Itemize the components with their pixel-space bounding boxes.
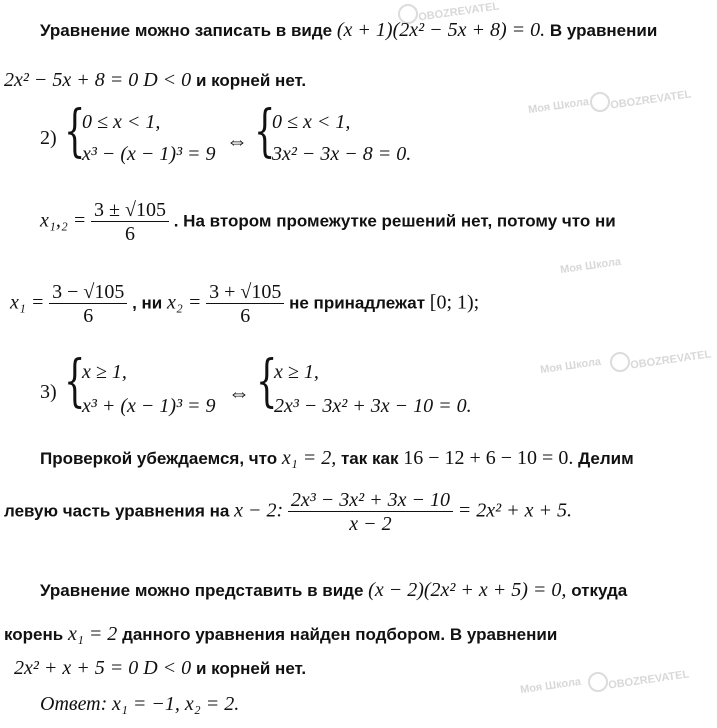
roots-line [40,200,616,244]
case3-left-row-1: x ≥ 1, [82,361,127,383]
last-text: и корней нет. [195,659,307,678]
case3-equivalence: ⇔ [228,380,250,405]
divide-divisor: x − 2: [234,499,284,522]
case2-right-row-1: 0 ≤ x < 1, [272,111,351,133]
x1-label: x₁ = [10,291,45,314]
x12-denominator: 6 [125,223,135,245]
not-belong-text: не принадлежат [289,293,426,313]
check-line [40,448,634,468]
case2-left-row-2: x³ − (x − 1)³ = 9 [82,143,216,165]
mid-text: , ни [132,293,163,313]
check-text: Проверкой убеждаемся, что [40,449,278,468]
not-belong-line [10,282,479,326]
x12-label: x₁,₂ = [40,209,87,232]
root-text-2: данного уравнения найден подбором. В уравнении [122,625,558,644]
last-equation: 2x² + x + 5 = 0 D < 0 [14,657,192,679]
x2-numerator: 3 + √105 [206,282,284,304]
case3-right-row-1: x ≥ 1, [274,361,319,383]
watermark-logo-icon [610,352,630,372]
watermark-site: OBOZREVATEL [607,668,690,692]
division-fraction [288,490,453,534]
case2-right-row-2: 3x² − 3x − 8 = 0. [272,143,412,165]
x12-text: . На втором промежутке решений нет, потому что ни [173,211,616,231]
watermark-brand: Моя Школа [519,675,582,697]
case2-label: 2) [40,127,57,149]
text-line-2 [4,70,306,90]
last-line [14,658,306,678]
case2-left-row-1: 0 ≤ x < 1, [82,111,161,133]
watermark-logo-icon [588,672,608,692]
x2-fraction [206,282,284,326]
repr-tail: откуда [571,581,628,600]
case2-right-brace: { [254,99,276,164]
check-tail: Делим [578,449,634,468]
watermark-site: OBOZREVATEL [629,348,712,372]
case2-equivalence: ⇔ [226,128,248,153]
answer-line [40,694,239,714]
division-denominator: x − 2 [349,513,392,535]
line2-text: и корней нет. [195,71,307,90]
representation-line [40,580,627,600]
division-line [4,490,572,534]
x1-denominator: 6 [83,305,94,327]
root-value: x₁ = 2 [67,623,118,645]
root-text: корень [4,625,64,644]
line1-text: Уравнение можно записать в виде [40,21,333,40]
text-line-1 [40,20,657,40]
x12-numerator: 3 ± √105 [91,200,169,222]
repr-equation: (x − 2)(2x² + x + 5) = 0, [368,579,567,601]
watermark-site: OBOZREVATEL [609,88,692,112]
x2-label: x₂ = [167,291,202,314]
divide-text: левую часть уравнения на [4,501,230,521]
case3-label: 3) [40,381,57,403]
x2-denominator: 6 [240,305,251,327]
watermark-brand: Моя Школа [559,255,622,277]
watermark-logo-icon [590,92,610,112]
line1-tail: В уравнении [549,21,658,40]
case3-left-row-2: x³ + (x − 1)³ = 9 [82,395,216,417]
line1-equation: (x + 1)(2x² − 5x + 8) = 0. [336,19,546,41]
watermark-site: OBOZREVATEL [417,0,500,24]
watermark-brand: Моя Школа [527,95,590,117]
division-result: = 2x² + x + 5. [457,499,573,522]
check-root: x₁ = 2, [281,447,337,469]
watermark-brand: Моя Школа [539,355,602,377]
x12-fraction [91,200,169,244]
x1-numerator: 3 − √105 [49,282,127,304]
repr-text: Уравнение можно представить в виде [40,581,364,600]
case3-right-row-2: 2x³ − 3x² + 3x − 10 = 0. [274,395,472,417]
line2-equation: 2x² − 5x + 8 = 0 D < 0 [4,69,192,91]
division-numerator: 2x³ − 3x² + 3x − 10 [288,490,453,512]
root-line [4,624,557,644]
x1-fraction [49,282,127,326]
answer-label: Ответ: [40,693,108,715]
check-sum: 16 − 12 + 6 − 10 = 0. [403,447,574,469]
answer-value: x₁ = −1, x₂ = 2. [112,693,240,715]
case2-left-brace: { [64,99,86,164]
interval: [0; 1); [429,291,480,314]
case3-right-brace: { [256,349,278,414]
check-text-2: так как [340,449,399,468]
case3-left-brace: { [64,349,86,414]
